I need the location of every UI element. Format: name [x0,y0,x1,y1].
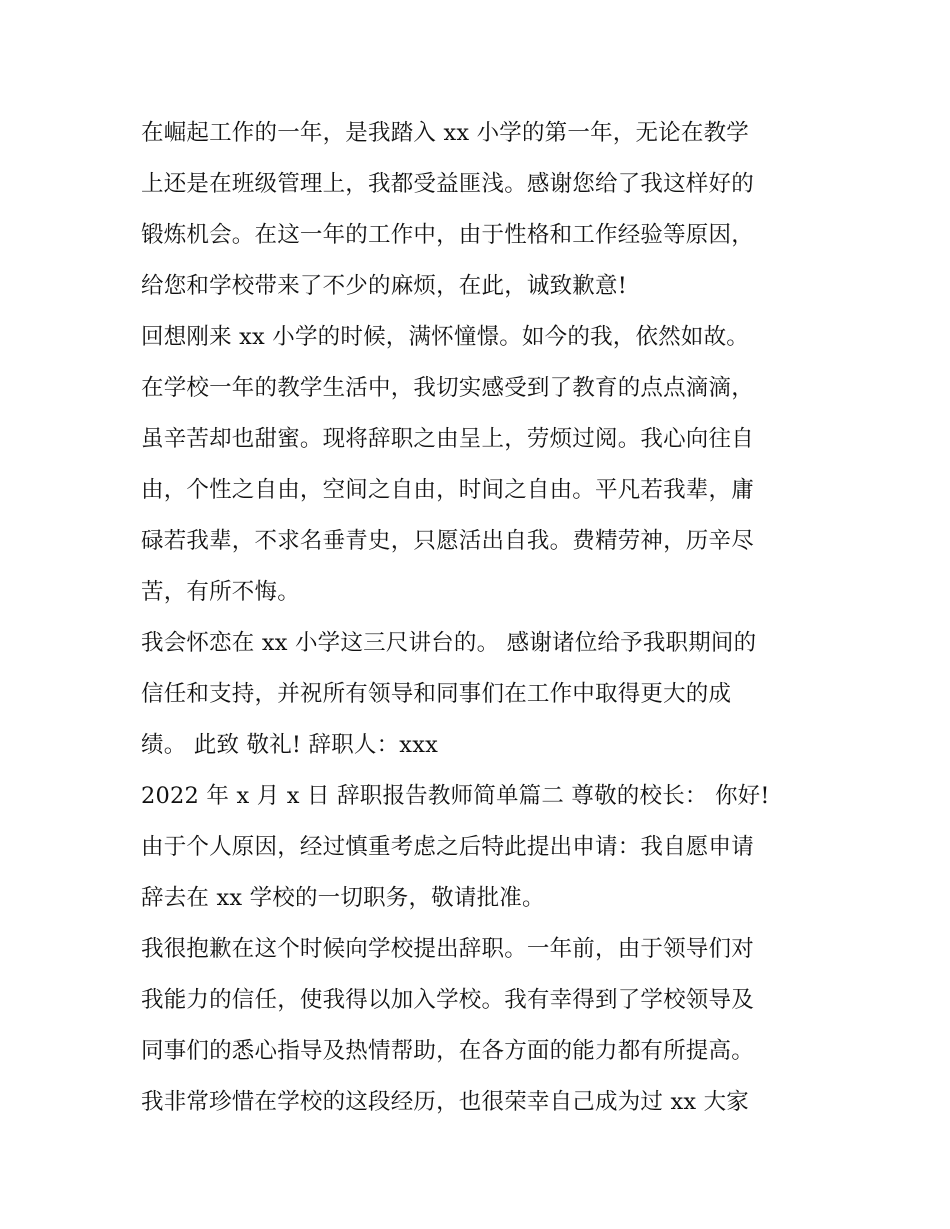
text-line: 信任和支持，并祝所有领导和同事们在工作中取得更大的成 [141,681,732,707]
text-line: 由于个人原因，经过慎重考虑之后特此提出申请：我自愿申请 [141,834,754,860]
text-line: 辞去在 xx 学校的一切职务，敬请批准。 [141,885,545,911]
text-line: 在崛起工作的一年，是我踏入 xx 小学的第一年，无论在教学 [141,120,749,146]
text-line: 上还是在班级管理上，我都受益匪浅。感谢您给了我这样好的 [141,171,754,197]
text-line: 虽辛苦却也甜蜜。现将辞职之由呈上，劳烦过阅。我心向往自 [141,426,754,452]
text-line: 回想刚来 xx 小学的时候，满怀憧憬。如今的我，依然如故。 [141,324,749,350]
text-line: 锻炼机会。在这一年的工作中，由于性格和工作经验等原因， [141,222,754,248]
text-line: 同事们的悉心指导及热情帮助，在各方面的能力都有所提高。 [141,1038,754,1064]
text-line: 我能力的信任，使我得以加入学校。我有幸得到了学校领导及 [141,987,754,1013]
text-line: 2022 年 x 月 x 日 辞职报告教师简单篇二 尊敬的校长： 你好! [141,783,770,809]
text-line: 在学校一年的教学生活中，我切实感受到了教育的点点滴滴， [141,375,754,401]
text-line: 由，个性之自由，空间之自由，时间之自由。平凡若我辈，庸 [141,477,754,503]
text-line: 苦，有所不悔。 [141,579,300,605]
text-line: 碌若我辈，不求名垂青史，只愿活出自我。费精劳神，历辛尽 [141,528,754,554]
text-line: 我非常珍惜在学校的这段经历，也很荣幸自己成为过 xx 大家 [141,1089,749,1115]
text-line: 绩。 此致 敬礼! 辞职人：xxx [141,732,438,758]
text-line: 我很抱歉在这个时候向学校提出辞职。一年前，由于领导们对 [141,936,754,962]
text-line: 我会怀恋在 xx 小学这三尺讲台的。 感谢诸位给予我职期间的 [141,630,757,656]
document-body [141,108,821,1128]
text-line: 给您和学校带来了不少的麻烦，在此，诚致歉意! [141,273,627,299]
